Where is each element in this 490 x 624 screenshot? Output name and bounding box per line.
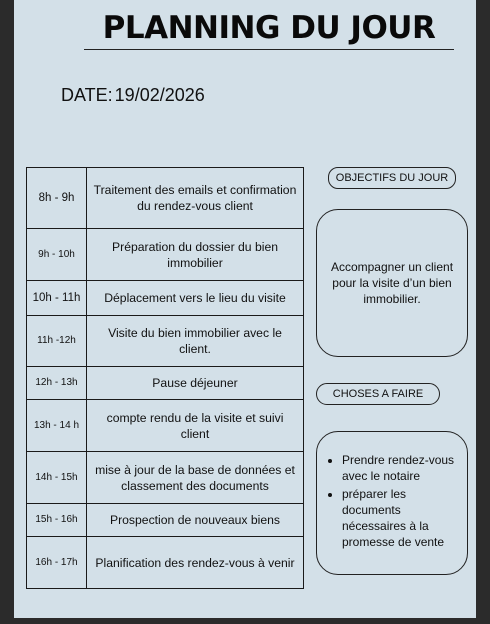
time-slot: 11h -12h <box>27 316 87 367</box>
objectives-box <box>316 209 468 357</box>
task-cell: compte rendu de la visite et suivi client <box>87 400 304 452</box>
todo-heading: CHOSES A FAIRE <box>316 383 440 405</box>
title-underline <box>84 49 454 50</box>
task-cell: Prospection de nouveaux biens <box>87 504 304 537</box>
schedule-row <box>27 504 304 537</box>
time-slot: 10h - 11h <box>27 281 87 316</box>
schedule-row <box>27 400 304 452</box>
time-slot: 15h - 16h <box>27 504 87 537</box>
todo-item: • préparer les documents nécessaires à la promesse de vente <box>342 486 467 550</box>
task-cell: Déplacement vers le lieu du visite <box>87 281 304 316</box>
task-cell: Planification des rendez-vous à venir <box>87 537 304 589</box>
date-line <box>61 85 205 106</box>
time-slot: 13h - 14 h <box>27 400 87 452</box>
task-cell: Visite du bien immobilier avec le client. <box>87 316 304 367</box>
page-title: PLANNING DU JOUR <box>102 10 436 46</box>
time-slot: 16h - 17h <box>27 537 87 589</box>
todo-box <box>316 431 468 575</box>
schedule-row <box>27 229 304 281</box>
objectives-heading: OBJECTIFS DU JOUR <box>328 167 456 189</box>
objectives-text: Accompagner un client pour la visite d’un bien immobilier. <box>330 260 454 306</box>
time-slot: 9h - 10h <box>27 229 87 281</box>
planner-page <box>14 0 476 618</box>
time-slot: 14h - 15h <box>27 452 87 504</box>
schedule-row <box>27 168 304 229</box>
task-cell: Préparation du dossier du bien immobilier <box>87 229 304 281</box>
schedule-row <box>27 367 304 400</box>
task-cell: mise à jour de la base de données et classement des documents <box>87 452 304 504</box>
task-cell: Pause déjeuner <box>87 367 304 400</box>
schedule-table <box>26 167 304 589</box>
todo-item: • Prendre rendez-vous avec le notaire <box>342 452 467 484</box>
date-label: DATE: <box>61 85 113 105</box>
todo-list <box>317 452 467 550</box>
schedule-row <box>27 537 304 589</box>
schedule-row <box>27 316 304 367</box>
task-cell: Traitement des emails et confirmation du rendez-vous client <box>87 168 304 229</box>
date-value: 19/02/2026 <box>114 85 205 105</box>
time-slot: 8h - 9h <box>27 168 87 229</box>
time-slot: 12h - 13h <box>27 367 87 400</box>
schedule-row <box>27 452 304 504</box>
schedule-row <box>27 281 304 316</box>
